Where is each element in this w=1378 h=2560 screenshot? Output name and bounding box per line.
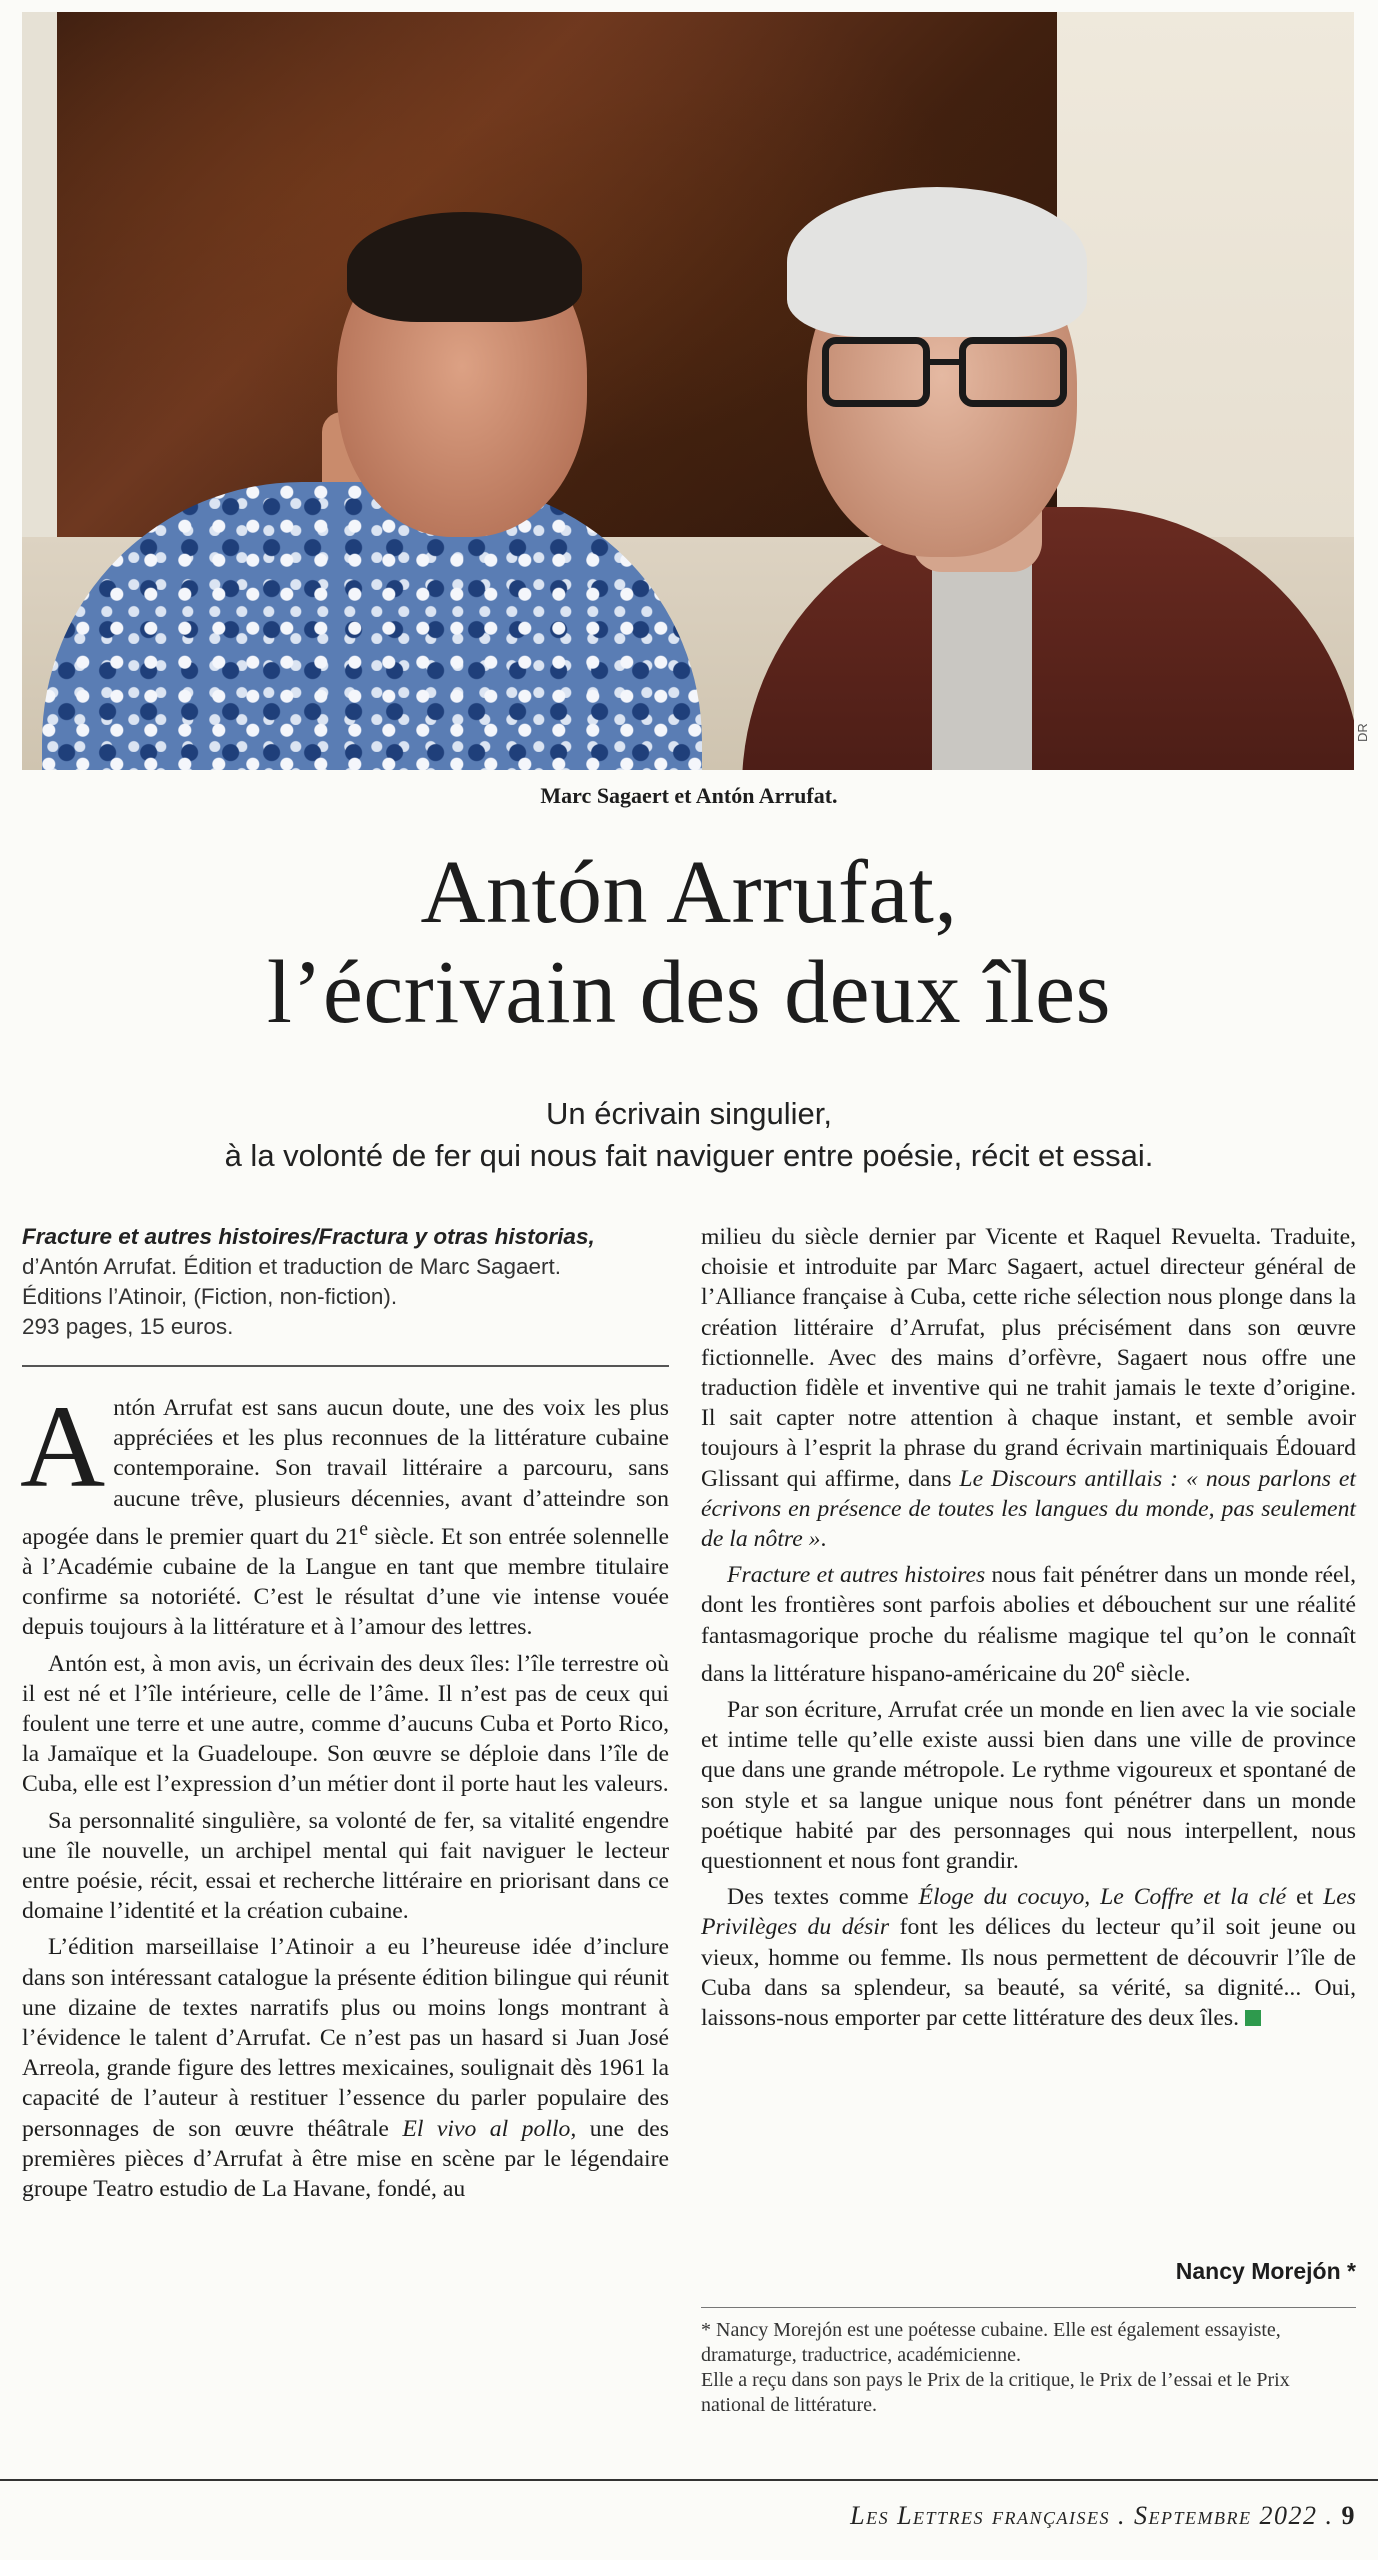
book-publisher: Éditions l’Atinoir, (Fiction, non-fiction).	[22, 1284, 398, 1309]
divider	[0, 2479, 1378, 2481]
paragraph-text: et	[1286, 1884, 1324, 1911]
page-number: 9	[1341, 2501, 1356, 2530]
quote: Le Discours antillais : « nous parlons et écrivons en présence de toutes les langues du monde, pas seulement de la nôtre »	[701, 1465, 1356, 1553]
drop-cap: A	[20, 1381, 106, 1512]
book-author: d’Antón Arrufat. Édition et traduction de Marc Sagaert.	[22, 1254, 562, 1279]
article-photo	[22, 12, 1354, 770]
footnote-line: * Nancy Morejón est une poétesse cubaine. Elle est également essayiste, dramaturge, traductrice, académicienne.	[701, 2319, 1281, 2366]
paragraph-text: milieu du siècle dernier par Vicente et Raquel Revuelta. Traduite, choisie et introduite par Marc Sagaert, actuel directeur général de l’Alliance française à Cuba, cette riche sélection nous plonge dans la création littéraire d’Arrufat, plus précisément dans son œuvre fictionnelle. Avec des mains d’orfèvre, Sagaert nous offre une traduction fidèle et inventive qui ne trahit jamais le texte d’origine. Il sait capter notre attention à chaque instant, et semble avoir toujours à l’esprit la phrase du grand écrivain martiniquais Édouard Glissant qui affirme, dans	[701, 1224, 1356, 1492]
paragraph	[701, 1222, 1356, 1554]
publication-name: Les Lettres françaises	[850, 2501, 1111, 2530]
article-subtitle	[0, 1093, 1378, 1177]
person-right-collar	[932, 552, 1032, 770]
footnote-line: Elle a reçu dans son pays le Prix de la critique, le Prix de l’essai et le Prix national de littérature.	[701, 2369, 1290, 2416]
work-title: Les Privilèges du désir	[701, 1884, 1356, 1941]
divider	[701, 2307, 1356, 2308]
subtitle-line-2: à la volonté de fer qui nous fait naviguer entre poésie, récit et essai.	[224, 1138, 1154, 1173]
paragraph-text: .	[820, 1526, 827, 1553]
issue-date: . Septembre 2022 .	[1118, 2501, 1334, 2530]
work-title: Éloge du cocuyo, Le Coffre et la clé	[918, 1884, 1287, 1911]
paragraph	[22, 1932, 669, 2204]
paragraph-text: ntón Arrufat est sans aucun doute, une des voix les plus appréciées et les plus reconnues de la littérature cubaine contemporaine. Son travail littéraire a parcouru, sans aucune trêve, plusieurs décennies, avant d’atteindre son apogée dans le premier quart du 21	[22, 1395, 669, 1550]
page-footer	[0, 2501, 1356, 2531]
work-title: Fracture et autres histoires	[727, 1562, 986, 1589]
book-title: Fracture et autres histoires/Fractura y otras historias,	[22, 1224, 595, 1249]
superscript: e	[359, 1517, 369, 1540]
article-title	[0, 843, 1378, 1043]
paragraph	[701, 1882, 1356, 2033]
paragraph	[701, 1560, 1356, 1689]
photo-credit: DR	[1355, 723, 1370, 742]
divider	[22, 1365, 669, 1367]
paragraph-text: font les délices du lecteur qu’il soit jeune ou vieux, homme ou femme. Ils nous permettent de découvrir l’île de Cuba dans sa splendeur, sa beauté, sa vérité, sa dignité... Oui, laissons-nous emporter par cette littérature des deux îles.	[701, 1914, 1356, 2031]
paragraph-text: siècle. Et son entrée solennelle à l’Académie cubaine de la Langue en tant que membre titulaire confirme sa notoriété. C’est le résultat d’une vie intense vouée depuis toujours à la littérature et à l’amour des lettres.	[22, 1523, 669, 1641]
book-details: 293 pages, 15 euros.	[22, 1314, 234, 1339]
paragraph-text: nous fait pénétrer dans un monde réel, dont les frontières sont parfois abolies et débouchent sur une réalité fantasmagorique proche du réalisme magique tel qu’on le connaît dans la littérature hispano-américaine du 20	[701, 1562, 1356, 1687]
person-left-hair	[347, 212, 582, 322]
author-signature: Nancy Morejón *	[1175, 2258, 1356, 2284]
footnote	[701, 2318, 1356, 2418]
book-info	[22, 1222, 669, 1342]
paragraph	[20, 1381, 669, 1643]
paragraph-text: L’édition marseillaise l’Atinoir a eu l’heureuse idée d’inclure dans son intéressant catalogue la présente édition bilingue qui réunit une dizaine de textes narratifs plus ou moins longs montrant à l’évidence le talent d’Arrufat. Ce n’est pas un hasard si Juan José Arreola, grande figure des lettres mexicaines, soulignait dès 1961 la capacité de l’auteur à restituer l’essence du parler populaire des personnages de son œuvre théâtrale	[22, 1934, 669, 2142]
subtitle-line-1: Un écrivain singulier,	[545, 1096, 833, 1131]
photo-caption: Marc Sagaert et Antón Arrufat.	[540, 783, 838, 808]
person-right-hair	[787, 187, 1087, 337]
title-line-1: Antón Arrufat,	[420, 843, 958, 942]
article-column-2	[701, 1222, 1356, 2033]
paragraph: Sa personnalité singulière, sa volonté de fer, sa vitalité engendre une île nouvelle, un archipel mental qui fait naviguer le lecteur entre poésie, récit, essai et recherche littéraire en priorisant dans ce domaine l’identité et la création cubaine.	[22, 1807, 669, 1925]
paragraph-text: une des premières pièces d’Arrufat à être mise en scène par le légendaire groupe Teatro estudio de La Havane, fondé, au	[22, 2115, 669, 2202]
superscript: e	[1116, 1654, 1125, 1677]
article-column-1	[20, 1381, 669, 2204]
paragraph: Antón est, à mon avis, un écrivain des deux îles: l’île terrestre où il est né et l’île intérieure, celle de l’âme. Il n’est pas de ceux qui foulent une terre et une autre, comme d’aucuns Cuba et Porto Rico, la Jamaïque et la Guadeloupe. Son œuvre se déploie dans l’île de Cuba, elle est l’expression d’un métier dont il porte haut les valeurs.	[22, 1650, 669, 1798]
end-mark-icon	[1245, 2010, 1261, 2026]
paragraph: Par son écriture, Arrufat crée un monde en lien avec la vie sociale et intime telle qu’elle existe aussi bien dans une ville de province que dans une grande métropole. Le rythme vigoureux et spontané de son style et sa langue unique nous font pénétrer dans un monde poétique habité par des personnages qui nous interpellent, nous questionnent et nous font grandir.	[701, 1696, 1356, 1874]
work-title: El vivo al pollo,	[402, 2115, 577, 2142]
paragraph-text: Des textes comme	[727, 1884, 919, 1911]
title-line-2: l’écrivain des deux îles	[266, 943, 1112, 1042]
paragraph-text: siècle.	[1124, 1660, 1191, 1687]
glasses-icon	[822, 337, 1077, 417]
